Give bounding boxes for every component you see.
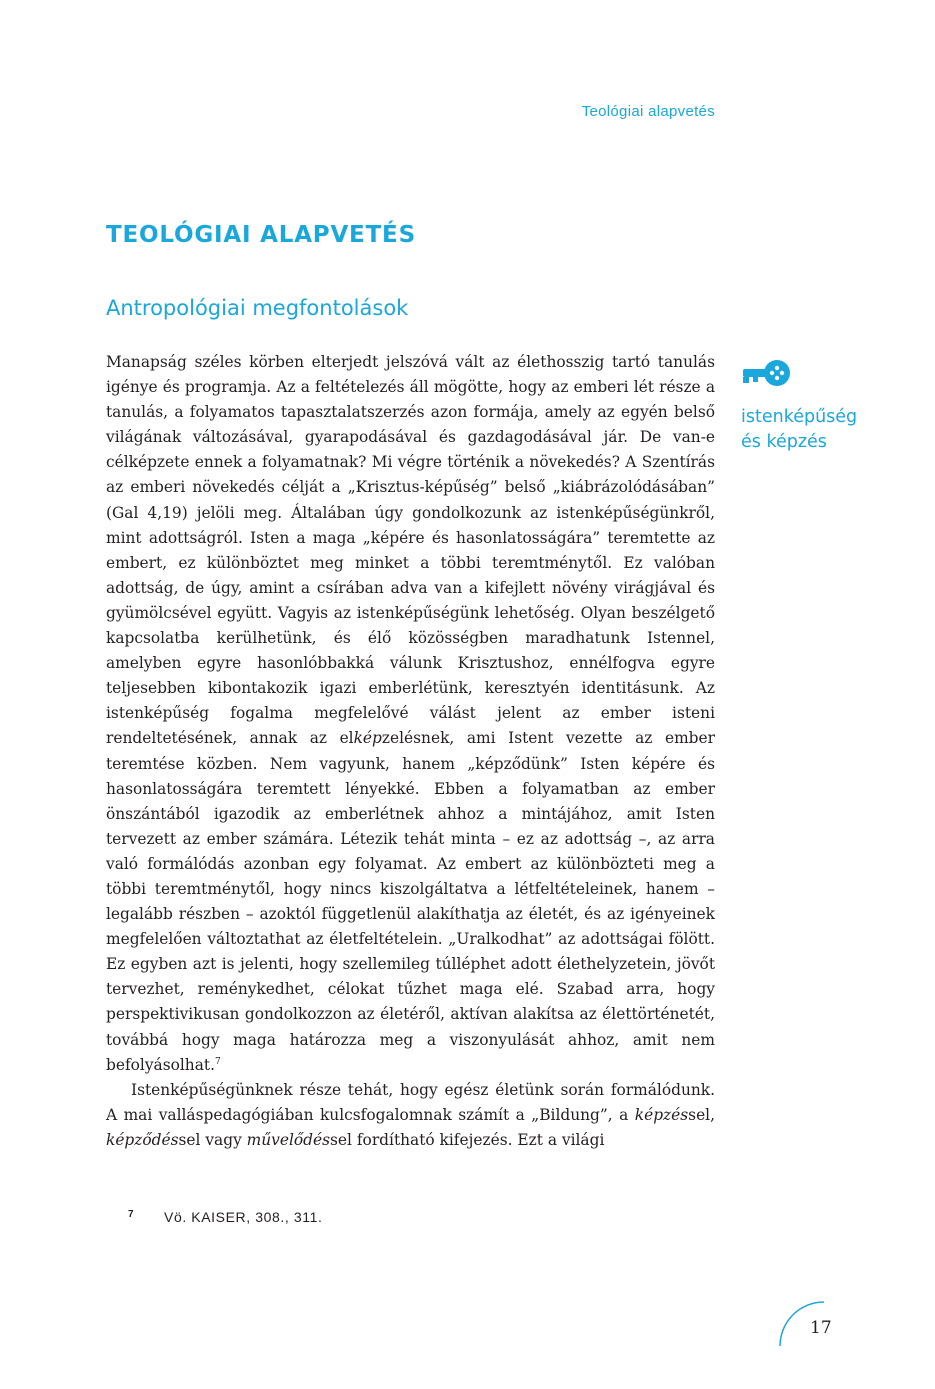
margin-label-line-1: istenképűség [741,407,858,427]
emphasis-kepzodes: képződés [106,1130,179,1149]
section-title: Antropológiai megfontolások [106,296,409,320]
chapter-title: TEOLÓGIAI ALAPVETÉS [106,222,416,248]
body-text [106,350,715,1153]
paragraph-2 [106,1078,715,1153]
paragraph-1-part-b: zelésnek, ami Istent vezette az ember teremtése közben. Nem vagyunk, hanem „képződünk” Isten képére és hasonlatosságára teremtett lényekké. Ebben a folyamatban az ember önszántából igazodik az emberlétnek ahhoz a mintájához, amit Isten tervezett az ember számára. Létezik tehát minta – ez az adottság –, az arra való formálódás azonban egy folyamat. Az embert az különbözteti meg a többi teremtménytől, hogy nincs kiszolgáltatva a létfeltételeinek, hanem – legalább részben – azoktól függetlenül alakíthatja az életét, és az igényeinek megfelelően változtathat az életfeltételein. „Uralkodhat” az adottságai fölött. Ez egyben azt is jelenti, hogy szellemileg túlléphet adott élethelyzetein, jövőt tervezhet, reménykedhet, célokat tűzhet maga elé. Szabad arra, hogy perspektivikusan gondolkozzon az életéről, aktívan alakítsa az élettörténetét, továbbá hogy maga határozza meg a viszonyulását ahhoz, amit nem befolyásolhat. [106,729,715,1074]
paragraph-1 [106,350,715,1078]
paragraph-1-part-a: Manapság széles körben elterjedt jelszóvá vált az élethosszig tartó tanulás igénye és programja. Az a feltételezés áll mögötte, hogy az emberi lét része a tanulás, a folyamatos tapasztalatszerzés azon formája, amely az egyén belső világának változásával, gyarapodásával és gazdagodásával jár. De van-e célképzete ennek a folyamatnak? Mi végre történik a növekedés? A Szentírás az emberi növekedés célját a „Krisztus-képűség” belső „kiábrázolódásában” (Gal 4,19) jelöli meg. Általában úgy gondolkozunk az istenképűségünkről, mint adottságról. Isten a maga „képére és hasonlatosságára” teremtette az embert, ez különböztet meg minket a többi teremtménytől. Ez valóban adottság, de úgy, amint a csírában adva van a kifejlett növény virágjával és gyümölcsével együtt. Vagyis az istenképűségünk lehetőség. Olyan beszélgető kapcsolatba kerülhetünk, és élő közösségben maradhatunk Istennel, amelyben egyre hasonlóbbakká válunk Krisztushoz, ennélfogva egyre teljesebben kibontakozik igazi emberlétünk, keresztyén identitásunk. Az istenképűség fogalma megfelelővé válást jelent az ember isteni rendeltetésének, annak az el [106,353,715,748]
footnote [128,1209,322,1225]
margin-label [741,405,901,455]
margin-label-line-2: és képzés [741,432,827,452]
footnote-number: 7 [128,1209,135,1220]
paragraph-2-part-b: sel, [688,1105,715,1124]
emphasis-kep: kép [353,729,382,748]
paragraph-2-part-c: sel vagy [178,1130,247,1149]
margin-note [741,355,901,455]
emphasis-kepzes: képzés [634,1105,689,1124]
key-icon [741,355,793,391]
emphasis-muvelodes: művelődés [246,1130,331,1149]
footnote-text: Vö. KAISER, 308., 311. [164,1209,323,1225]
page-number: 17 [810,1318,832,1338]
footnote-reference[interactable]: 7 [214,1056,221,1067]
paragraph-2-part-d: sel fordítható kifejezés. Ezt a világi [330,1130,605,1149]
paragraph-2-part-a: Istenképűségünknek része tehát, hogy egész életünk során formálódunk. A mai valláspedagógiában kulcsfogalomnak számít a „Bildung”, a [106,1080,715,1124]
running-header: Teológiai alapvetés [581,103,715,120]
